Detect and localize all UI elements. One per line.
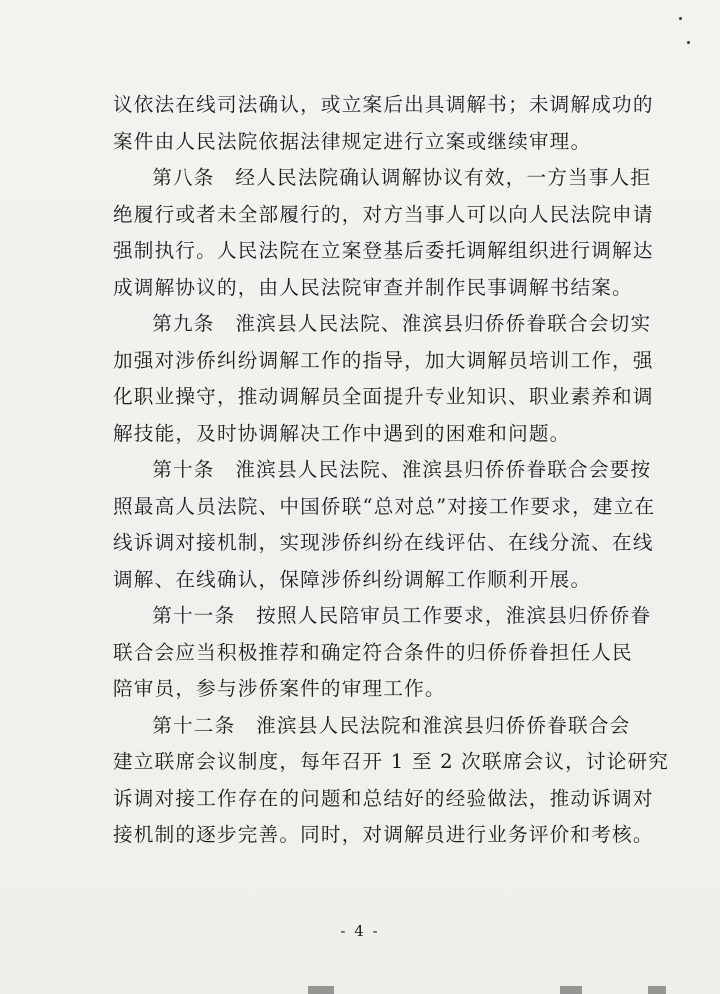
text-line: 线诉调对接机制，实现涉侨纠纷在线评估、在线分流、在线: [113, 531, 654, 554]
scan-edge-mark: [308, 986, 334, 994]
scan-edge-mark: [648, 986, 666, 994]
text-line: 强制执行。人民法院在立案登基后委托调解组织进行调解达: [113, 239, 654, 262]
document-body: [113, 87, 670, 854]
scan-edge-mark: [560, 986, 582, 994]
scan-speck: [687, 41, 690, 44]
text-line: 联合会应当积极推荐和确定符合条件的归侨侨眷担任人民: [113, 640, 633, 664]
text-line: 第九条 淮滨县人民法院、淮滨县归侨侨眷联合会切实: [152, 312, 652, 335]
text-line: 诉调对接工作存在的问题和总结好的经验做法，推动诉调对: [113, 786, 654, 810]
text-line: 第十二条 淮滨县人民法院和淮滨县归侨侨眷联合会: [152, 713, 631, 737]
scan-speck: [679, 17, 682, 20]
article-11: [113, 598, 652, 708]
text-line: 第十一条 按照人民陪审员工作要求，淮滨县归侨侨眷: [152, 604, 652, 627]
text-line: 建立联席会议制度，每年召开 1 至 2 次联席会议，讨论研究: [113, 750, 670, 773]
text-line: 绝履行或者未全部履行的，对方当事人可以向人民法院申请: [113, 202, 654, 226]
article-12: [113, 708, 670, 854]
text-line: 成调解协议的，由人民法院审查并制作民事调解书结案。: [113, 275, 633, 299]
text-line: 化职业操守，推动调解员全面提升专业知识、职业素养和调: [113, 385, 654, 408]
text-line: 解技能，及时协调解决工作中遇到的困难和问题。: [113, 421, 571, 445]
text-line: 议依法在线司法确认，或立案后出具调解书；未调解成功的: [113, 93, 654, 116]
paragraph-continuation: [113, 87, 654, 160]
text-line: 案件由人民法院依据法律规定进行立案或继续审理。: [113, 129, 592, 153]
article-10: [113, 452, 656, 598]
text-line: 接机制的逐步完善。同时，对调解员进行业务评价和考核。: [113, 823, 654, 846]
article-8: [113, 160, 654, 306]
text-line: 调解、在线确认，保障涉侨纠纷调解工作顺利开展。: [113, 567, 592, 591]
text-line: 加强对涉侨纠纷调解工作的指导，加大调解员培训工作，强: [113, 348, 654, 372]
text-line: 陪审员，参与涉侨案件的审理工作。: [113, 677, 446, 700]
text-line: 第十条 淮滨县人民法院、淮滨县归侨侨眷联合会要按: [152, 458, 652, 481]
text-line: 第八条 经人民法院确认调解协议有效，一方当事人拒: [152, 166, 652, 189]
page-number: - 4 -: [340, 922, 380, 940]
text-line: 照最高人员法院、中国侨联“总对总”对接工作要求，建立在: [113, 494, 656, 518]
article-9: [113, 306, 654, 452]
